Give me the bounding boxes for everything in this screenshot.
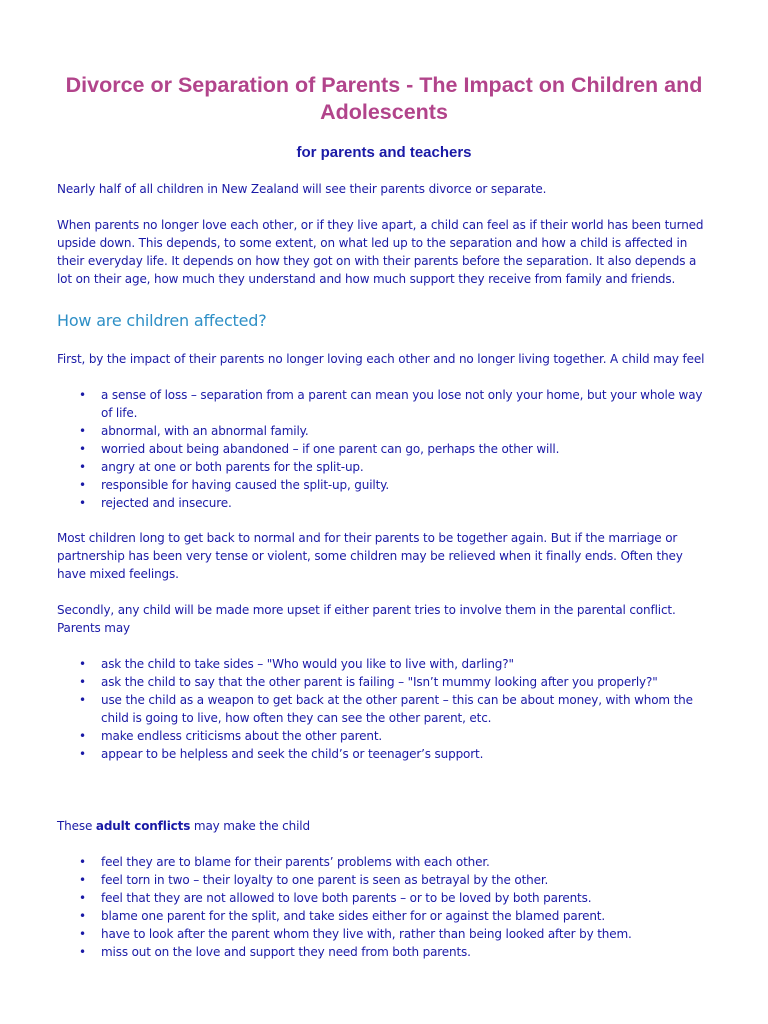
- list-item: • feel that they are not allowed to love both parents – or to be loved by both parents.: [101, 889, 711, 907]
- intro-paragraph: Nearly half of all children in New Zealand will see their parents divorce or separate.: [57, 182, 547, 196]
- normal-paragraph: Most children long to get back to normal and for their parents to be together again. But if the marriage or partnership has been very tense or violent, some children may be relieved when it finally ends. Often they have mixed feelings.: [57, 531, 683, 581]
- parent-actions-list: [57, 655, 711, 763]
- list-item: • worried about being abandoned – if one parent can go, perhaps the other will.: [101, 440, 711, 458]
- adult-conflicts-before: These: [57, 819, 96, 833]
- list-item: • ask the child to take sides – "Who would you like to live with, darling?": [101, 655, 711, 673]
- list-item: • miss out on the love and support they need from both parents.: [101, 943, 711, 961]
- list-item: • responsible for having caused the split-up, guilty.: [101, 476, 711, 494]
- list-item: • blame one parent for the split, and take sides either for or against the blamed parent.: [101, 907, 711, 925]
- second-impact-paragraph: Secondly, any child will be made more upset if either parent tries to involve them in the parental conflict. Parents may: [57, 603, 676, 635]
- list-item: • feel torn in two – their loyalty to one parent is seen as betrayal by the other.: [101, 871, 711, 889]
- child-effects-list: [57, 853, 711, 961]
- page-title: Divorce or Separation of Parents - The Impact on Children and Adolescents: [65, 73, 703, 124]
- adult-conflicts-emphasis: adult conflicts: [95, 819, 191, 833]
- document-page: [57, 0, 711, 961]
- adult-conflicts-paragraph: [57, 817, 711, 835]
- list-item: • abnormal, with an abnormal family.: [101, 422, 711, 440]
- list-item: • appear to be helpless and seek the child’s or teenager’s support.: [101, 745, 711, 763]
- list-item: • a sense of loss – separation from a parent can mean you lose not only your home, but your whole way of life.: [101, 386, 711, 422]
- section-heading: How are children affected?: [57, 311, 267, 330]
- list-item: • feel they are to blame for their parents’ problems with each other.: [101, 853, 711, 871]
- effects-paragraph: When parents no longer love each other, or if they live apart, a child can feel as if their world has been turned upside down. This depends, to some extent, on what led up to the separation and how a child is affected in their everyday life. It depends on how they got on with their parents before the separation. It also depends a lot on their age, how much they understand and how much support they receive from family and friends.: [57, 218, 704, 286]
- list-item: • angry at one or both parents for the split-up.: [101, 458, 711, 476]
- adult-conflicts-after: may make the child: [190, 819, 310, 833]
- list-item: • rejected and insecure.: [101, 494, 711, 512]
- list-item: • make endless criticisms about the other parent.: [101, 727, 711, 745]
- list-item: • have to look after the parent whom they live with, rather than being looked after by them.: [101, 925, 711, 943]
- feelings-list: [57, 386, 711, 512]
- list-item: • use the child as a weapon to get back at the other parent – this can be about money, with whom the child is going to live, how often they can see the other parent, etc.: [101, 691, 711, 727]
- first-impact-paragraph: First, by the impact of their parents no longer loving each other and no longer living together. A child may feel: [57, 352, 705, 366]
- list-item: • ask the child to say that the other parent is failing – "Isn’t mummy looking after you properly?": [101, 673, 711, 691]
- page-subtitle: for parents and teachers: [296, 144, 472, 161]
